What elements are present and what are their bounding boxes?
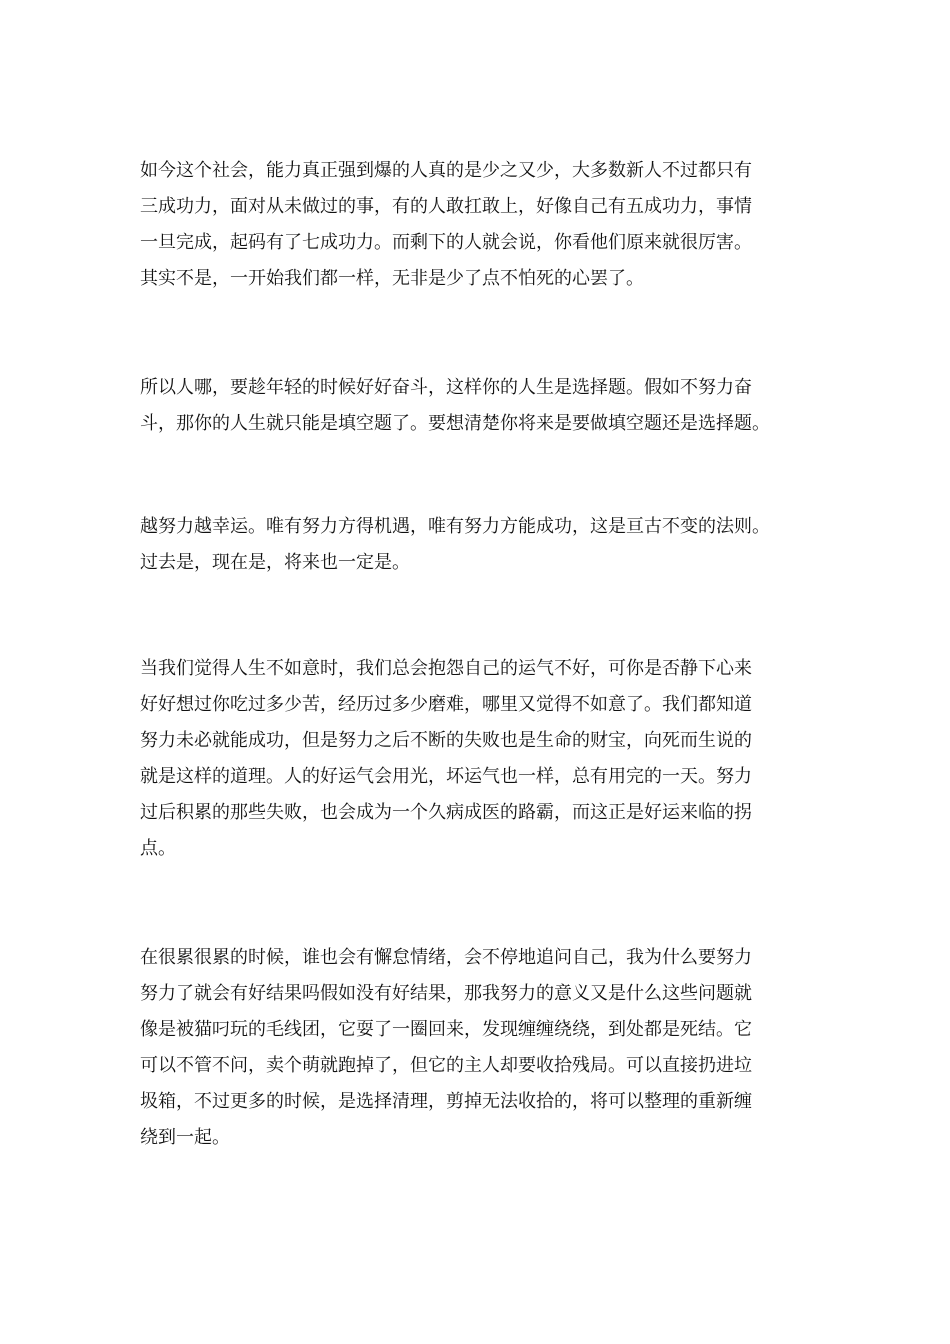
paragraph-line: 一旦完成，起码有了七成功力。而剩下的人就会说，你看他们原来就很厉害。	[140, 232, 752, 253]
paragraph-5	[140, 940, 820, 1156]
paragraph-line: 越努力越幸运。唯有努力方得机遇，唯有努力方能成功，这是亘古不变的法则。	[140, 516, 770, 537]
paragraph-2	[140, 370, 820, 442]
paragraph-line: 努力了就会有好结果吗假如没有好结果，那我努力的意义又是什么这些问题就	[140, 983, 752, 1004]
paragraph-line: 过去是，现在是，将来也一定是。	[140, 552, 410, 573]
paragraph-line: 当我们觉得人生不如意时，我们总会抱怨自己的运气不好，可你是否静下心来	[140, 658, 752, 679]
paragraph-line: 斗，那你的人生就只能是填空题了。要想清楚你将来是要做填空题还是选择题。	[140, 413, 770, 434]
paragraph-line: 如今这个社会，能力真正强到爆的人真的是少之又少，大多数新人不过都只有	[140, 160, 752, 181]
paragraph-line: 像是被猫叼玩的毛线团，它耍了一圈回来，发现缠缠绕绕，到处都是死结。它	[140, 1019, 752, 1040]
paragraph-line: 三成功力，面对从未做过的事，有的人敢扛敢上，好像自己有五成功力，事情	[140, 196, 752, 217]
paragraph-1	[140, 153, 820, 297]
paragraph-3	[140, 509, 820, 581]
paragraph-line: 努力未必就能成功，但是努力之后不断的失败也是生命的财宝，向死而生说的	[140, 730, 752, 751]
paragraph-line: 在很累很累的时候，谁也会有懈怠情绪，会不停地追问自己，我为什么要努力	[140, 947, 752, 968]
paragraph-line: 其实不是，一开始我们都一样，无非是少了点不怕死的心罢了。	[140, 268, 644, 289]
paragraph-line: 就是这样的道理。人的好运气会用光，坏运气也一样，总有用完的一天。努力	[140, 766, 752, 787]
paragraph-line: 过后积累的那些失败，也会成为一个久病成医的路霸，而这正是好运来临的拐	[140, 802, 752, 823]
paragraph-line: 点。	[140, 838, 176, 859]
paragraph-line: 好好想过你吃过多少苦，经历过多少磨难，哪里又觉得不如意了。我们都知道	[140, 694, 752, 715]
paragraph-4	[140, 651, 820, 867]
paragraph-line: 所以人哪，要趁年轻的时候好好奋斗，这样你的人生是选择题。假如不努力奋	[140, 377, 752, 398]
paragraph-line: 可以不管不问，卖个萌就跑掉了，但它的主人却要收拾残局。可以直接扔进垃	[140, 1055, 752, 1076]
paragraph-line: 圾箱，不过更多的时候，是选择清理，剪掉无法收拾的，将可以整理的重新缠	[140, 1091, 752, 1112]
paragraph-line: 绕到一起。	[140, 1127, 230, 1148]
